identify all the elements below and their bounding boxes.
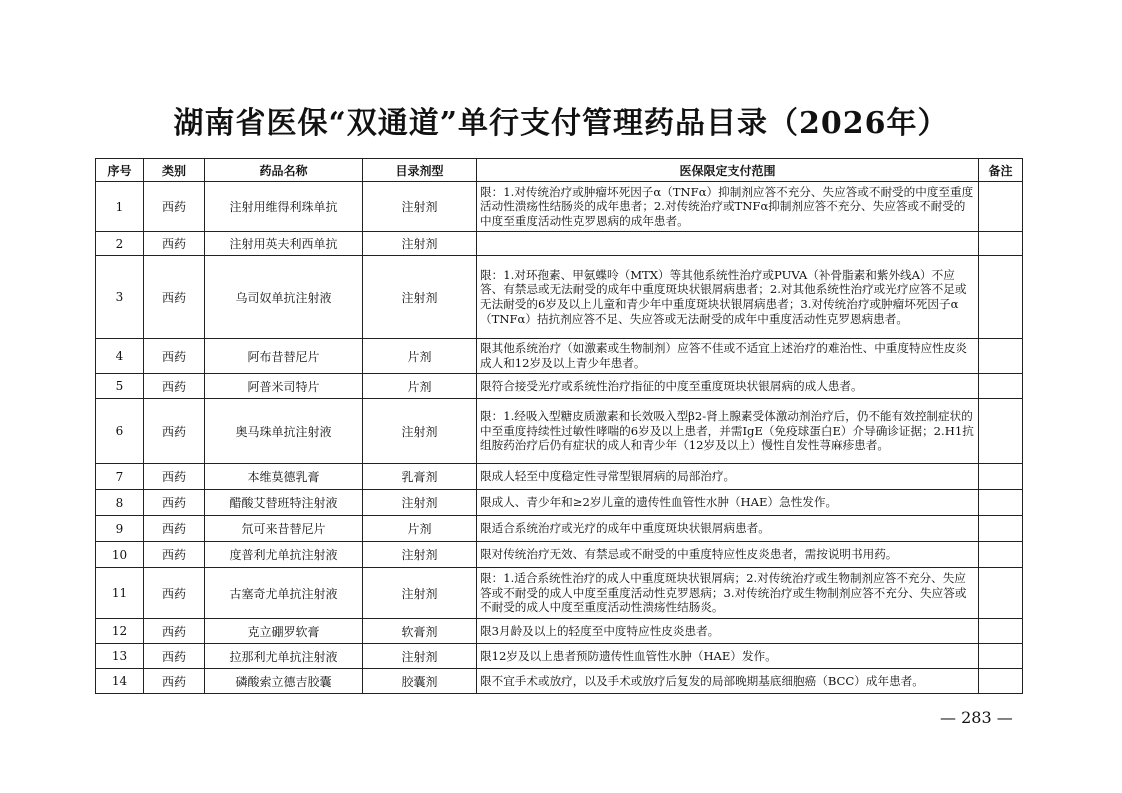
cell-dosage-form: 注射剂 bbox=[363, 256, 477, 339]
cell-payment-scope: 限对传统治疗无效、有禁忌或不耐受的中重度特应性皮炎患者，需按说明书用药。 bbox=[477, 542, 979, 568]
cell-category: 西药 bbox=[144, 669, 205, 694]
cell-note bbox=[979, 182, 1023, 232]
header-payment-scope: 医保限定支付范围 bbox=[477, 159, 979, 182]
cell-note bbox=[979, 232, 1023, 256]
cell-dosage-form: 注射剂 bbox=[363, 399, 477, 464]
cell-dosage-form: 片剂 bbox=[363, 516, 477, 542]
cell-category: 西药 bbox=[144, 339, 205, 374]
cell-no: 7 bbox=[96, 464, 144, 490]
cell-no: 9 bbox=[96, 516, 144, 542]
drug-catalog-table bbox=[95, 158, 1023, 694]
cell-note bbox=[979, 542, 1023, 568]
cell-dosage-form: 软膏剂 bbox=[363, 619, 477, 644]
cell-category: 西药 bbox=[144, 399, 205, 464]
cell-no: 14 bbox=[96, 669, 144, 694]
table-row bbox=[96, 490, 1023, 516]
header-category: 类别 bbox=[144, 159, 205, 182]
cell-no: 1 bbox=[96, 182, 144, 232]
cell-category: 西药 bbox=[144, 619, 205, 644]
cell-dosage-form: 乳膏剂 bbox=[363, 464, 477, 490]
cell-no: 6 bbox=[96, 399, 144, 464]
page-number: — 283 — bbox=[940, 708, 1013, 727]
cell-category: 西药 bbox=[144, 516, 205, 542]
cell-drug-name: 阿普米司特片 bbox=[205, 374, 363, 399]
cell-note bbox=[979, 464, 1023, 490]
cell-note bbox=[979, 516, 1023, 542]
cell-category: 西药 bbox=[144, 256, 205, 339]
cell-no: 3 bbox=[96, 256, 144, 339]
document-title: 湖南省医保“双通道”单行支付管理药品目录（2026年） bbox=[173, 106, 949, 141]
cell-dosage-form: 胶囊剂 bbox=[363, 669, 477, 694]
cell-drug-name: 古塞奇尤单抗注射液 bbox=[205, 568, 363, 619]
cell-drug-name: 注射用维得利珠单抗 bbox=[205, 182, 363, 232]
cell-drug-name: 注射用英夫利西单抗 bbox=[205, 232, 363, 256]
cell-payment-scope: 限符合接受光疗或系统性治疗指征的中度至重度斑块状银屑病的成人患者。 bbox=[477, 374, 979, 399]
cell-category: 西药 bbox=[144, 374, 205, 399]
table-row bbox=[96, 542, 1023, 568]
cell-category: 西药 bbox=[144, 542, 205, 568]
cell-dosage-form: 注射剂 bbox=[363, 182, 477, 232]
cell-dosage-form: 注射剂 bbox=[363, 644, 477, 669]
cell-drug-name: 奥马珠单抗注射液 bbox=[205, 399, 363, 464]
cell-dosage-form: 片剂 bbox=[363, 339, 477, 374]
table-row bbox=[96, 644, 1023, 669]
cell-note bbox=[979, 644, 1023, 669]
table-row bbox=[96, 619, 1023, 644]
cell-drug-name: 磷酸索立德吉胶囊 bbox=[205, 669, 363, 694]
table-row bbox=[96, 516, 1023, 542]
table-row bbox=[96, 399, 1023, 464]
cell-category: 西药 bbox=[144, 182, 205, 232]
cell-dosage-form: 注射剂 bbox=[363, 568, 477, 619]
cell-payment-scope: 限：1.经吸入型糖皮质激素和长效吸入型β2-肾上腺素受体激动剂治疗后，仍不能有效控制症状的中至重度持续性过敏性哮喘的6岁及以上患者，并需IgE（免疫球蛋白E）介导确诊证据；2.H1抗组胺药治疗后仍有症状的成人和青少年（12岁及以上）慢性自发性荨麻疹患者。 bbox=[477, 399, 979, 464]
cell-drug-name: 本维莫德乳膏 bbox=[205, 464, 363, 490]
header-note: 备注 bbox=[979, 159, 1023, 182]
header-no: 序号 bbox=[96, 159, 144, 182]
cell-no: 13 bbox=[96, 644, 144, 669]
table-row bbox=[96, 182, 1023, 232]
cell-payment-scope: 限成人轻至中度稳定性寻常型银屑病的局部治疗。 bbox=[477, 464, 979, 490]
table-header-row bbox=[96, 159, 1023, 182]
cell-payment-scope: 限不宜手术或放疗，以及手术或放疗后复发的局部晚期基底细胞癌（BCC）成年患者。 bbox=[477, 669, 979, 694]
table-row bbox=[96, 464, 1023, 490]
cell-note bbox=[979, 374, 1023, 399]
cell-payment-scope: 限：1.适合系统性治疗的成人中重度斑块状银屑病；2.对传统治疗或生物制剂应答不充分、失应答或不耐受的成人中度至重度活动性克罗恩病；3.对传统治疗或生物制剂应答不充分、失应答或不耐受的成人中度至重度活动性溃疡性结肠炎。 bbox=[477, 568, 979, 619]
cell-note bbox=[979, 619, 1023, 644]
cell-drug-name: 克立硼罗软膏 bbox=[205, 619, 363, 644]
cell-note bbox=[979, 256, 1023, 339]
table-row bbox=[96, 374, 1023, 399]
cell-drug-name: 醋酸艾替班特注射液 bbox=[205, 490, 363, 516]
cell-payment-scope: 限适合系统治疗或光疗的成年中重度斑块状银屑病患者。 bbox=[477, 516, 979, 542]
cell-dosage-form: 注射剂 bbox=[363, 232, 477, 256]
cell-no: 5 bbox=[96, 374, 144, 399]
cell-dosage-form: 片剂 bbox=[363, 374, 477, 399]
table-row bbox=[96, 339, 1023, 374]
cell-note bbox=[979, 568, 1023, 619]
cell-payment-scope: 限：1.对传统治疗或肿瘤坏死因子α（TNFα）抑制剂应答不充分、失应答或不耐受的中度至重度活动性溃疡性结肠炎的成年患者；2.对传统治疗或TNFα抑制剂应答不充分、失应答或不耐受的中度至重度活动性克罗恩病的成年患者。 bbox=[477, 182, 979, 232]
cell-payment-scope: 限：1.对环孢素、甲氨蝶呤（MTX）等其他系统性治疗或PUVA（补骨脂素和紫外线A）不应答、有禁忌或无法耐受的成年中重度斑块状银屑病患者；2.对其他系统性治疗或光疗应答不足或无法耐受的6岁及以上儿童和青少年中重度斑块状银屑病患者；3.对传统治疗或肿瘤坏死因子α（TNFα）拮抗剂应答不足、失应答或无法耐受的成年中重度活动性克罗恩病患者。 bbox=[477, 256, 979, 339]
cell-category: 西药 bbox=[144, 568, 205, 619]
cell-category: 西药 bbox=[144, 644, 205, 669]
header-drug-name: 药品名称 bbox=[205, 159, 363, 182]
cell-category: 西药 bbox=[144, 490, 205, 516]
cell-note bbox=[979, 669, 1023, 694]
cell-no: 12 bbox=[96, 619, 144, 644]
cell-payment-scope: 限其他系统治疗（如激素或生物制剂）应答不佳或不适宜上述治疗的难治性、中重度特应性皮炎成人和12岁及以上青少年患者。 bbox=[477, 339, 979, 374]
cell-no: 2 bbox=[96, 232, 144, 256]
cell-payment-scope: 限成人、青少年和≥2岁儿童的遗传性血管性水肿（HAE）急性发作。 bbox=[477, 490, 979, 516]
cell-category: 西药 bbox=[144, 464, 205, 490]
cell-drug-name: 氘可来昔替尼片 bbox=[205, 516, 363, 542]
cell-no: 4 bbox=[96, 339, 144, 374]
table-row bbox=[96, 232, 1023, 256]
cell-no: 10 bbox=[96, 542, 144, 568]
header-dosage-form: 目录剂型 bbox=[363, 159, 477, 182]
table-row bbox=[96, 669, 1023, 694]
cell-note bbox=[979, 490, 1023, 516]
cell-drug-name: 度普利尤单抗注射液 bbox=[205, 542, 363, 568]
cell-payment-scope: 限12岁及以上患者预防遗传性血管性水肿（HAE）发作。 bbox=[477, 644, 979, 669]
cell-payment-scope bbox=[477, 232, 979, 256]
table-row bbox=[96, 568, 1023, 619]
cell-category: 西药 bbox=[144, 232, 205, 256]
cell-dosage-form: 注射剂 bbox=[363, 542, 477, 568]
cell-note bbox=[979, 339, 1023, 374]
cell-no: 11 bbox=[96, 568, 144, 619]
cell-payment-scope: 限3月龄及以上的轻度至中度特应性皮炎患者。 bbox=[477, 619, 979, 644]
cell-drug-name: 阿布昔替尼片 bbox=[205, 339, 363, 374]
cell-dosage-form: 注射剂 bbox=[363, 490, 477, 516]
cell-drug-name: 拉那利尤单抗注射液 bbox=[205, 644, 363, 669]
cell-note bbox=[979, 399, 1023, 464]
cell-drug-name: 乌司奴单抗注射液 bbox=[205, 256, 363, 339]
cell-no: 8 bbox=[96, 490, 144, 516]
table-row bbox=[96, 256, 1023, 339]
